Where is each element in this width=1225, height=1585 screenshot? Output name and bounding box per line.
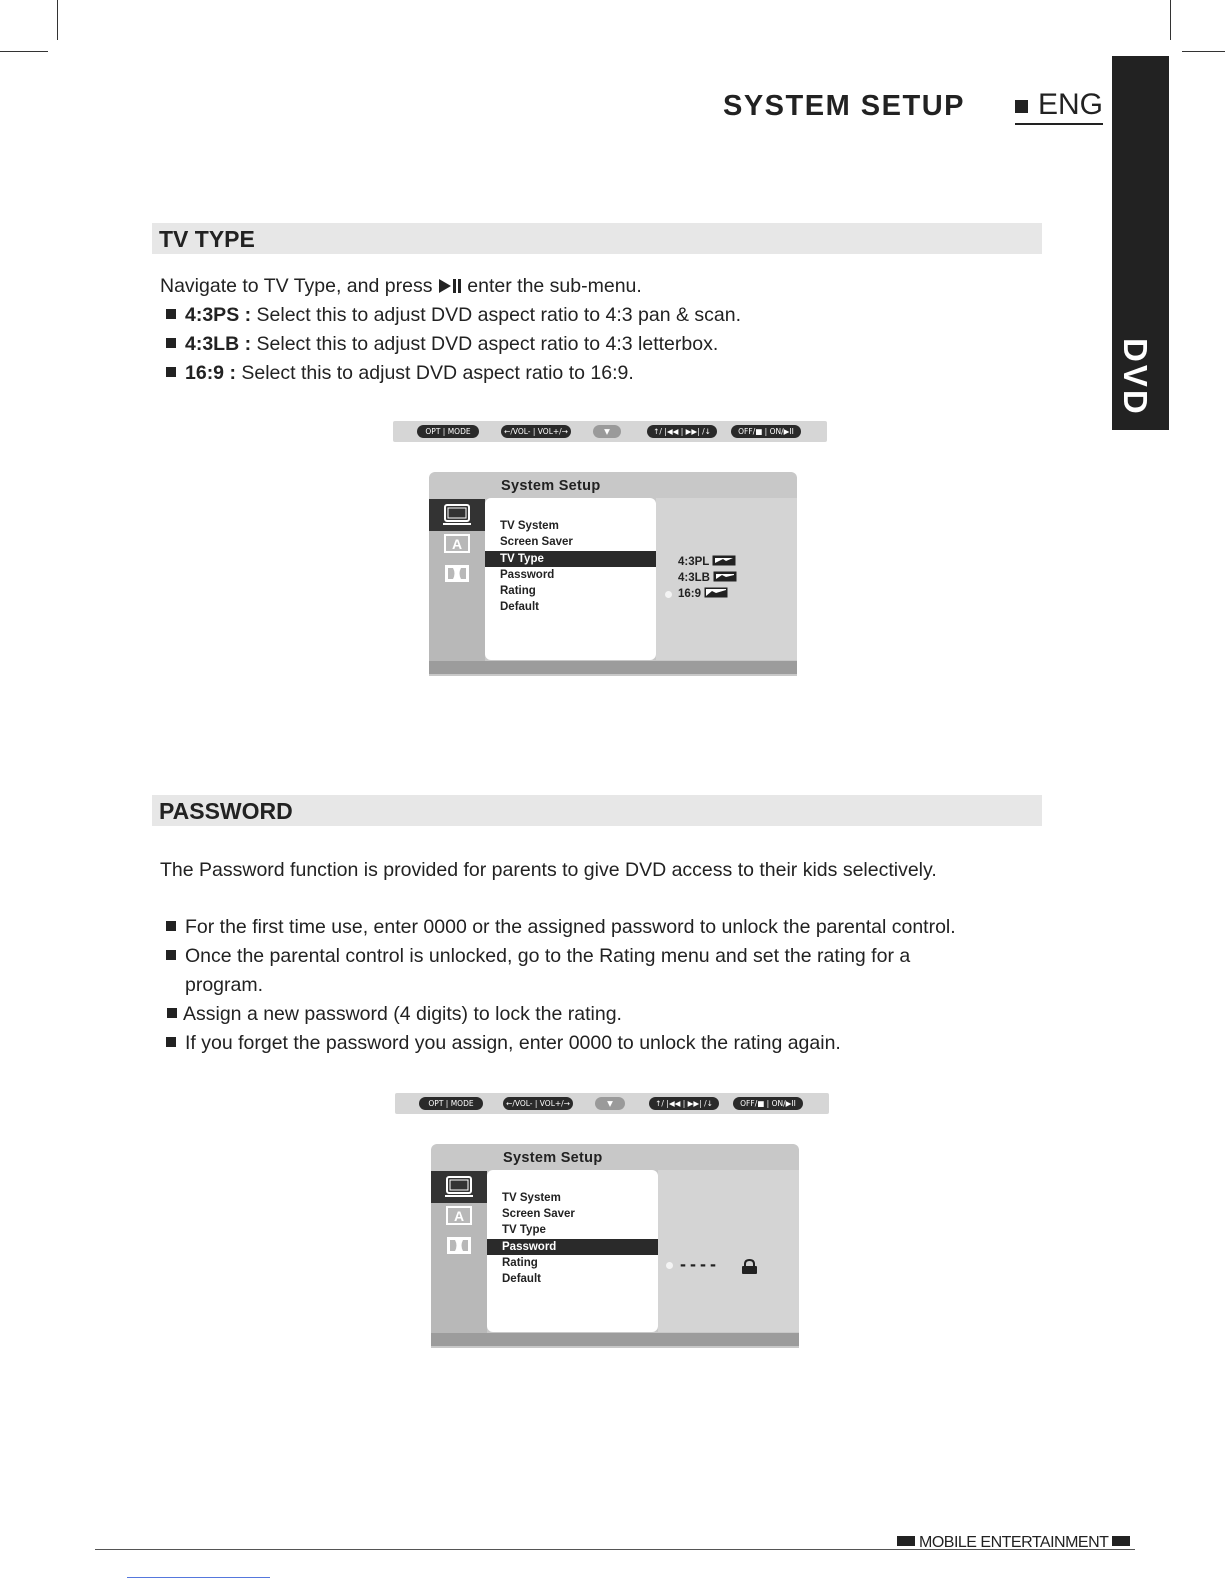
tv-icon (431, 1171, 487, 1203)
audio-language-icon (429, 533, 485, 565)
osd-icon-column (431, 1171, 487, 1333)
osd-icon-column (429, 499, 485, 661)
crop-mark (0, 51, 48, 52)
square-bullet-icon (1015, 100, 1028, 113)
menu-item-default[interactable]: Default (500, 601, 539, 613)
square-bullet-icon (166, 950, 176, 960)
page-title: SYSTEM SETUP (723, 90, 965, 122)
aspect-letterbox-icon (713, 571, 737, 582)
menu-item-default[interactable]: Default (502, 1273, 541, 1285)
menu-item-rating[interactable]: Rating (502, 1257, 538, 1269)
square-bullet-icon (1112, 1536, 1130, 1546)
menu-item-tv-type[interactable]: TV Type (502, 1224, 546, 1236)
osd-menu-panel (487, 1170, 658, 1332)
section-heading-password: PASSWORD (152, 795, 1042, 826)
svg-text:A: A (453, 1208, 465, 1224)
footer-link-underline (127, 1577, 270, 1578)
crop-mark (1182, 51, 1225, 52)
selected-option-dot-icon (666, 1262, 673, 1269)
opt-mode-button: OPT | MODE (419, 1097, 483, 1110)
crop-mark (1170, 0, 1171, 40)
dolby-icon (431, 1235, 487, 1267)
list-item: Assign a new password (4 digits) to lock the rating. (167, 1000, 622, 1028)
language-label: ENG (1015, 88, 1103, 125)
power-play-button: OFF/■ | ON/▶II (733, 1097, 803, 1110)
side-tab-dvd: DVD (1112, 56, 1169, 430)
menu-item-screen-saver[interactable]: Screen Saver (500, 536, 573, 548)
square-bullet-icon (166, 367, 176, 377)
osd-bottom-bar (429, 661, 797, 674)
square-bullet-icon (166, 1037, 176, 1047)
square-bullet-icon (166, 309, 176, 319)
osd-options-panel (656, 498, 797, 660)
list-item: 4:3LB : Select this to adjust DVD aspect ratio to 4:3 letterbox. (166, 330, 718, 358)
play-pause-icon (438, 278, 462, 294)
lock-icon (741, 1259, 758, 1274)
password-intro: The Password function is provided for parents to give DVD access to their kids selectively. (160, 859, 937, 881)
audio-language-icon (431, 1205, 487, 1237)
svg-text:A: A (451, 536, 463, 552)
power-play-button: OFF/■ | ON/▶II (731, 425, 801, 438)
skip-button: ↑/ |◀◀ | ▶▶| /↓ (647, 425, 717, 438)
square-bullet-icon (897, 1536, 915, 1546)
opt-mode-button: OPT | MODE (417, 425, 479, 438)
menu-item-password[interactable]: Password (500, 569, 555, 581)
list-item: If you forget the password you assign, enter 0000 to unlock the rating again. (166, 1029, 841, 1057)
remote-button-bar (393, 421, 827, 442)
volume-button: ←/VOL- | VOL+/→ (501, 425, 571, 438)
osd-bottom-bar (431, 1333, 799, 1346)
menu-item-rating[interactable]: Rating (500, 585, 536, 597)
crop-mark (57, 0, 58, 40)
footer-brand: MOBILE ENTERTAINMENT (893, 1534, 1134, 1552)
osd-title: System Setup (501, 478, 601, 494)
menu-item-tv-type[interactable]: TV Type (485, 551, 656, 567)
dolby-icon (429, 563, 485, 595)
menu-item-tv-system[interactable]: TV System (500, 520, 559, 532)
password-entry-field[interactable]: ---- (680, 1254, 720, 1274)
menu-item-password[interactable]: Password (487, 1239, 658, 1255)
down-button: ▼ (593, 425, 621, 438)
tv-type-intro: Navigate to TV Type, and press enter the sub-menu. (160, 275, 642, 297)
list-item: 16:9 : Select this to adjust DVD aspect ratio to 16:9. (166, 359, 634, 387)
tv-icon (429, 499, 485, 531)
osd-password-panel (658, 1170, 799, 1332)
list-item: 4:3PS : Select this to adjust DVD aspect ratio to 4:3 pan & scan. (166, 301, 741, 329)
osd-menu-panel (485, 498, 656, 660)
square-bullet-icon (166, 338, 176, 348)
option-4-3lb[interactable]: 4:3LB (678, 571, 737, 584)
osd-system-setup-password (431, 1144, 799, 1348)
menu-item-screen-saver[interactable]: Screen Saver (502, 1208, 575, 1220)
option-16-9[interactable]: 16:9 (678, 587, 728, 600)
list-item: For the first time use, enter 0000 or the assigned password to unlock the parental control. (166, 913, 956, 941)
option-4-3pl[interactable]: 4:3PL (678, 555, 736, 568)
menu-item-tv-system[interactable]: TV System (502, 1192, 561, 1204)
down-button: ▼ (595, 1097, 625, 1110)
osd-title: System Setup (503, 1150, 603, 1166)
remote-button-bar (395, 1093, 829, 1114)
list-item-continuation: program. (185, 974, 264, 996)
aspect-widescreen-icon (704, 587, 728, 598)
volume-button: ←/VOL- | VOL+/→ (503, 1097, 573, 1110)
list-item: Once the parental control is unlocked, go to the Rating menu and set the rating for a (166, 942, 910, 970)
section-heading-tv-type: TV TYPE (152, 223, 1042, 254)
square-bullet-icon (167, 1008, 177, 1018)
aspect-pan-scan-icon (712, 555, 736, 566)
osd-system-setup-tv-type (429, 472, 797, 676)
square-bullet-icon (166, 921, 176, 931)
selected-option-dot-icon (665, 591, 672, 598)
skip-button: ↑/ |◀◀ | ▶▶| /↓ (649, 1097, 719, 1110)
